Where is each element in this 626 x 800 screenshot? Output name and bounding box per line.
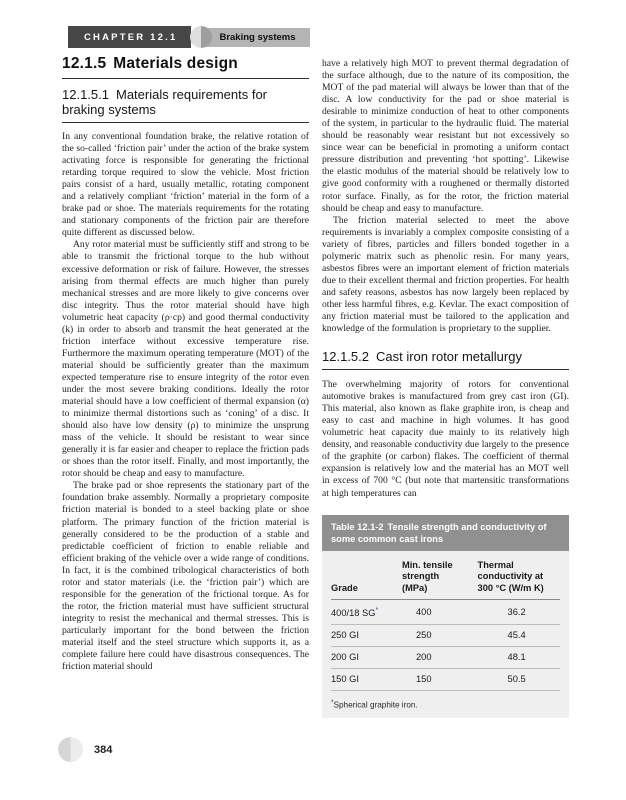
paragraph: The friction material selected to meet the above requirements is invariably a complex composite consisting of a variety of fibres, particles and fillers bonded together in a polymeric matrix such as phenolic resin. For many years, asbestos fibres were an important element of friction materials due to their excellent thermal and friction properties. For health and safety reasons, asbestos has now largely been replaced by other less harmful fibres, e.g. Kevlar. The exact composition of any friction material must be tailored to the application and knowledge of the formulation is proprietary to the supplier. [322, 214, 569, 335]
cell-tensile: 150 [402, 669, 478, 691]
table-row [331, 669, 560, 691]
cell-conductivity: 50.5 [478, 669, 560, 691]
paragraph: The brake pad or shoe represents the stationary part of the foundation brake assembly. Normally a proprietary composite friction material is bonded to a steel backing plate or shoe platform. The primary function of the friction material is generally considered to be the production of a stable and predictable coefficient of friction to enable reliable and efficient braking of the vehicle over a wide range of conditions. In fact, it is the combined tribological characteristics of both rotor and stator materials (i.e. the ‘friction pair’) which are responsible for the generation of the frictional torque. As for the rotor, the friction material must have sufficient structural integrity to resist the mechanical and thermal stresses. This is particularly important for the bond between the friction material itself and the steel structure which supports it, as a complete failure here could have disastrous consequences. The friction material should [62, 480, 309, 673]
section-number: 12.1.5 [62, 55, 107, 72]
divider-rule [322, 369, 569, 370]
table-row [331, 600, 560, 625]
paragraph: In any conventional foundation brake, the relative rotation of the so-called ‘friction pair’ under the action of the brake system activating force is responsible for generating the frictional retarding torque required to slow the vehicle. Most friction pairs consist of a hard, usually metallic, rotating component and a relatively compliant ‘friction’ material in the form of a brake pad or shoe. The materials requirements for the rotating and stationary components of the friction pair are therefore quite different as discussed below. [62, 131, 309, 239]
right-column [322, 58, 569, 718]
subsection-title: Materials requirements for braking systems [62, 87, 267, 117]
chapter-label: CHAPTER 12.1 [68, 26, 191, 48]
half-moon-circle-icon [58, 737, 83, 762]
cell-grade: 150 GI [331, 669, 402, 691]
table-footnote: *Spherical graphite iron. [331, 699, 418, 710]
cell-grade: 200 GI [331, 647, 402, 669]
footnote-marker: * [375, 607, 379, 615]
paragraph: Any rotor material must be sufficiently stiff and strong to be able to transmit the frictional torque to the hub without excessive deformation or risk of failure. However, the stresses arising from thermal effects are much higher than purely mechanical stresses and are more likely to give concerns over disc integrity. Thus the rotor material should have high volumetric heat capacity (ρ·cp) and good thermal conductivity (k) in order to absorb and transmit the heat generated at the friction interface without excessive temperature rise. Furthermore the maximum operating temperature (MOT) of the material should be sufficiently greater than the maximum expected temperature rise to ensure integrity of the rotor even under the most severe braking conditions. Ideally the rotor material should have a low coefficient of thermal expansion (α) to minimize thermal distortions such as ‘coning’ of a disc. It should also have low density (ρ) to minimize the unsprung mass of the vehicle. It should be resistant to wear since generally it is far easier and cheaper to replace the friction pads or shoes than the rotor itself. Finally, and most importantly, the rotor should be cheap and easy to manufacture. [62, 239, 309, 480]
subsection-number: 12.1.5.1 [62, 87, 109, 102]
column-header-tensile: Min. tensile strength (MPa) [402, 551, 478, 600]
cell-grade: 400/18 SG* [331, 600, 402, 625]
cell-grade: 250 GI [331, 625, 402, 647]
paragraph: The overwhelming majority of rotors for conventional automotive brakes is manufactured from grey cast iron (GI). This material, also known as flake graphite iron, is cheap and easy to cast and machine in high volumes. It has good volumetric heat capacity due mainly to its relatively high density, and reasonable conductivity due largely to the presence of the graphite (or carbon) flakes. The coefficient of thermal expansion is relatively low and the material has an MOT well in excess of 700 °C (but note that martensitic transformations at high temperatures can [322, 379, 569, 499]
page-footer [58, 737, 112, 762]
table-caption-label: Table 12.1-2 [331, 521, 384, 532]
table-12-1-2 [322, 515, 569, 718]
section-title: Materials design [113, 55, 238, 72]
table-row [331, 647, 560, 669]
section-heading [62, 55, 309, 72]
cell-tensile: 400 [402, 600, 478, 625]
subsection-title: Cast iron rotor metallurgy [376, 349, 522, 365]
cell-conductivity: 36.2 [478, 600, 560, 625]
table-caption-text: Tensile strength and conductivity of some common cast irons [331, 521, 547, 544]
cell-conductivity: 45.4 [478, 625, 560, 647]
column-header-grade: Grade [331, 551, 402, 600]
table-row [331, 625, 560, 647]
table-header-row [331, 551, 560, 600]
subsection-heading-2 [322, 349, 569, 364]
page-number: 384 [94, 743, 113, 756]
cast-iron-table [331, 551, 560, 692]
table-body [322, 551, 569, 718]
table-caption [322, 515, 569, 551]
cell-conductivity: 48.1 [478, 647, 560, 669]
subsection-heading-1 [62, 87, 288, 117]
chapter-banner [68, 25, 310, 49]
left-column [62, 55, 309, 673]
footnote-marker: * [331, 699, 334, 707]
section-label: Braking systems [201, 28, 309, 47]
column-header-conductivity: Thermal conductivity at 300 °C (W/m K) [478, 551, 560, 600]
paragraph: have a relatively high MOT to prevent thermal degradation of the surface although, due to the nature of its composition, the MOT of the pad material will always be lower than that of the disc. A low conductivity for the pad or shoe material is desirable to minimize conduction of heat to other components of the system, in particular to the hydraulic fluid. The material should be reasonably wear resistant but not excessively so since wear can be beneficial in promoting a uniform contact pressure distribution and preventing ‘hot spotting’. Likewise the elastic modulus of the material should be relatively low to give good conformity with a roughened or thermally distorted rotor surface. Finally, as for the rotor, the friction material should be cheap and easy to manufacture. [322, 58, 569, 214]
divider-rule [62, 122, 309, 123]
subsection-number: 12.1.5.2 [322, 349, 369, 365]
divider-rule [62, 78, 309, 79]
cell-tensile: 250 [402, 625, 478, 647]
cell-tensile: 200 [402, 647, 478, 669]
